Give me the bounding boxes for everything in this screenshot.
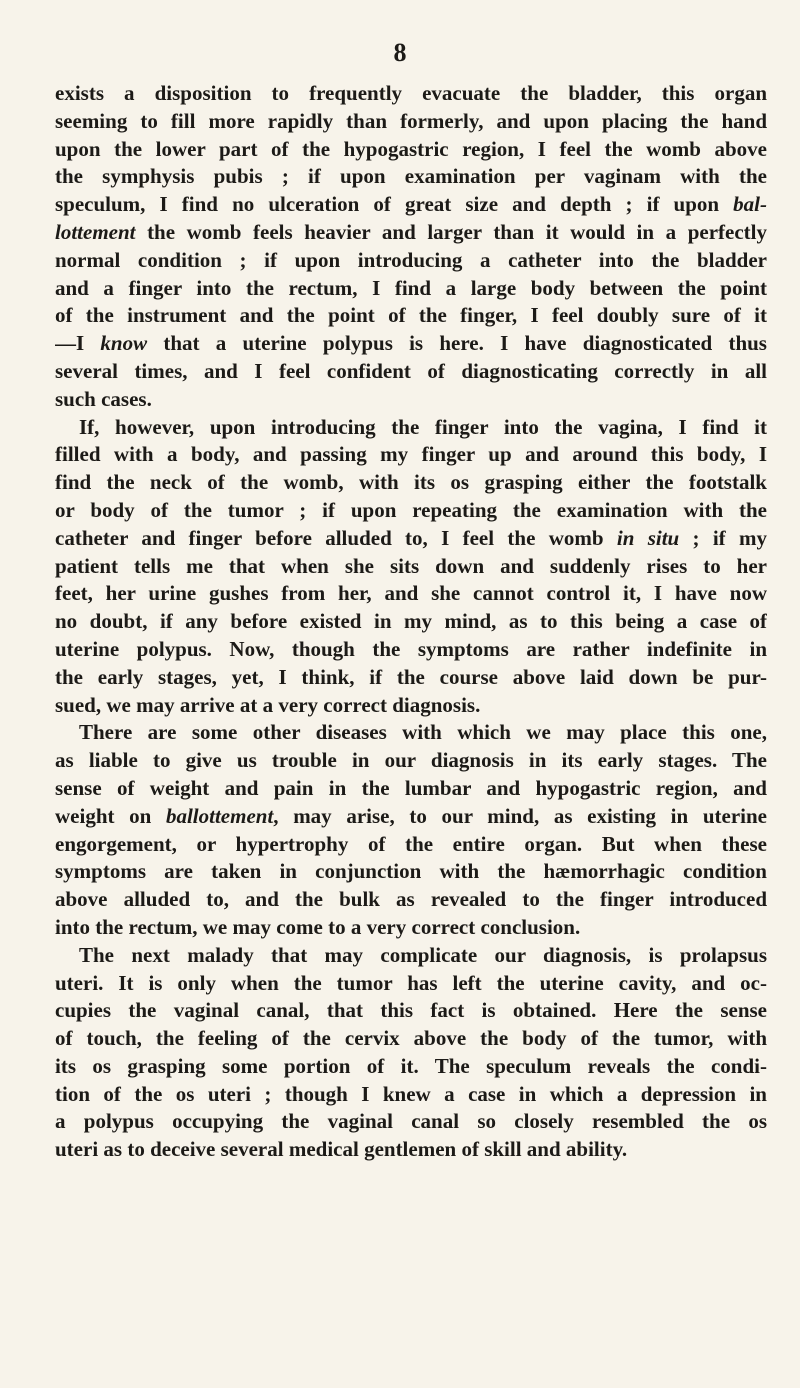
- text-line: uteri as to deceive several medical gentlemen of skill and ability.: [55, 1137, 628, 1162]
- text-line: a polypus occupying the vaginal canal so closely resembled the os: [55, 1109, 767, 1134]
- text-line: several times, and I feel confident of diagnosticating correctly in all: [55, 358, 767, 383]
- text-line: normal condition ; if upon introducing a catheter into the bladder: [55, 247, 767, 272]
- text-line: tion of the os uteri ; though I knew a case in which a depression in: [55, 1081, 767, 1106]
- text-line: uterine polypus. Now, though the symptoms are rather indefinite in: [55, 636, 767, 661]
- text-line: uteri. It is only when the tumor has left the uterine cavity, and oc-: [55, 970, 767, 995]
- text-line: patient tells me that when she sits down and suddenly rises to her: [55, 553, 767, 578]
- text-line: weight on ballottement, may arise, to our mind, as existing in uterine: [55, 803, 767, 828]
- text-line: cupies the vaginal canal, that this fact is obtained. Here the sense: [55, 998, 767, 1023]
- text-line: If, however, upon introducing the finger into the vagina, I find it: [79, 414, 767, 439]
- text-line: catheter and finger before alluded to, I feel the womb in situ ; if my: [55, 525, 767, 550]
- text-line: above alluded to, and the bulk as revealed to the finger introduced: [55, 887, 767, 912]
- text-line: lottement the womb feels heavier and larger than it would in a perfectly: [55, 219, 767, 244]
- text-line: the early stages, yet, I think, if the course above laid down be pur-: [55, 664, 767, 689]
- text-line: exists a disposition to frequently evacuate the bladder, this organ: [55, 81, 767, 105]
- text-line: and a finger into the rectum, I find a large body between the point: [55, 275, 767, 300]
- text-line: There are some other diseases with which we may place this one,: [79, 720, 767, 745]
- text-line: of touch, the feeling of the cervix above the body of the tumor, with: [55, 1026, 767, 1051]
- text-line: The next malady that may complicate our diagnosis, is prolapsus: [79, 942, 767, 967]
- text-line: sued, we may arrive at a very correct diagnosis.: [55, 692, 481, 717]
- text-line: as liable to give us trouble in our diagnosis in its early stages. The: [55, 748, 767, 773]
- text-line: no doubt, if any before existed in my mind, as to this being a case of: [55, 609, 767, 634]
- text-line: —I know that a uterine polypus is here. I have diagnosticated thus: [55, 331, 767, 356]
- text-line: speculum, I find no ulceration of great size and depth ; if upon bal-: [55, 192, 767, 217]
- body-text: [55, 80, 767, 1164]
- text-line: its os grasping some portion of it. The speculum reveals the condi-: [55, 1053, 767, 1078]
- text-line: find the neck of the womb, with its os grasping either the footstalk: [55, 470, 767, 495]
- page-number: 8: [393, 38, 407, 67]
- text-line: of the instrument and the point of the finger, I feel doubly sure of it: [55, 303, 767, 328]
- text-line: or body of the tumor ; if upon repeating the examination with the: [55, 497, 767, 522]
- text-line: sense of weight and pain in the lumbar and hypogastric region, and: [55, 775, 767, 800]
- text-line: into the rectum, we may come to a very correct conclusion.: [55, 914, 581, 939]
- text-line: upon the lower part of the hypogastric region, I feel the womb above: [55, 136, 767, 161]
- text-line: filled with a body, and passing my finger up and around this body, I: [55, 442, 767, 467]
- text-line: seeming to fill more rapidly than formerly, and upon placing the hand: [55, 108, 767, 133]
- text-line: feet, her urine gushes from her, and she cannot control it, I have now: [55, 581, 767, 606]
- text-line: such cases.: [55, 386, 152, 411]
- text-line: symptoms are taken in conjunction with the hæmorrhagic condition: [55, 859, 767, 884]
- text-line: the symphysis pubis ; if upon examination per vaginam with the: [55, 164, 767, 189]
- text-line: engorgement, or hypertrophy of the entire organ. But when these: [55, 831, 767, 856]
